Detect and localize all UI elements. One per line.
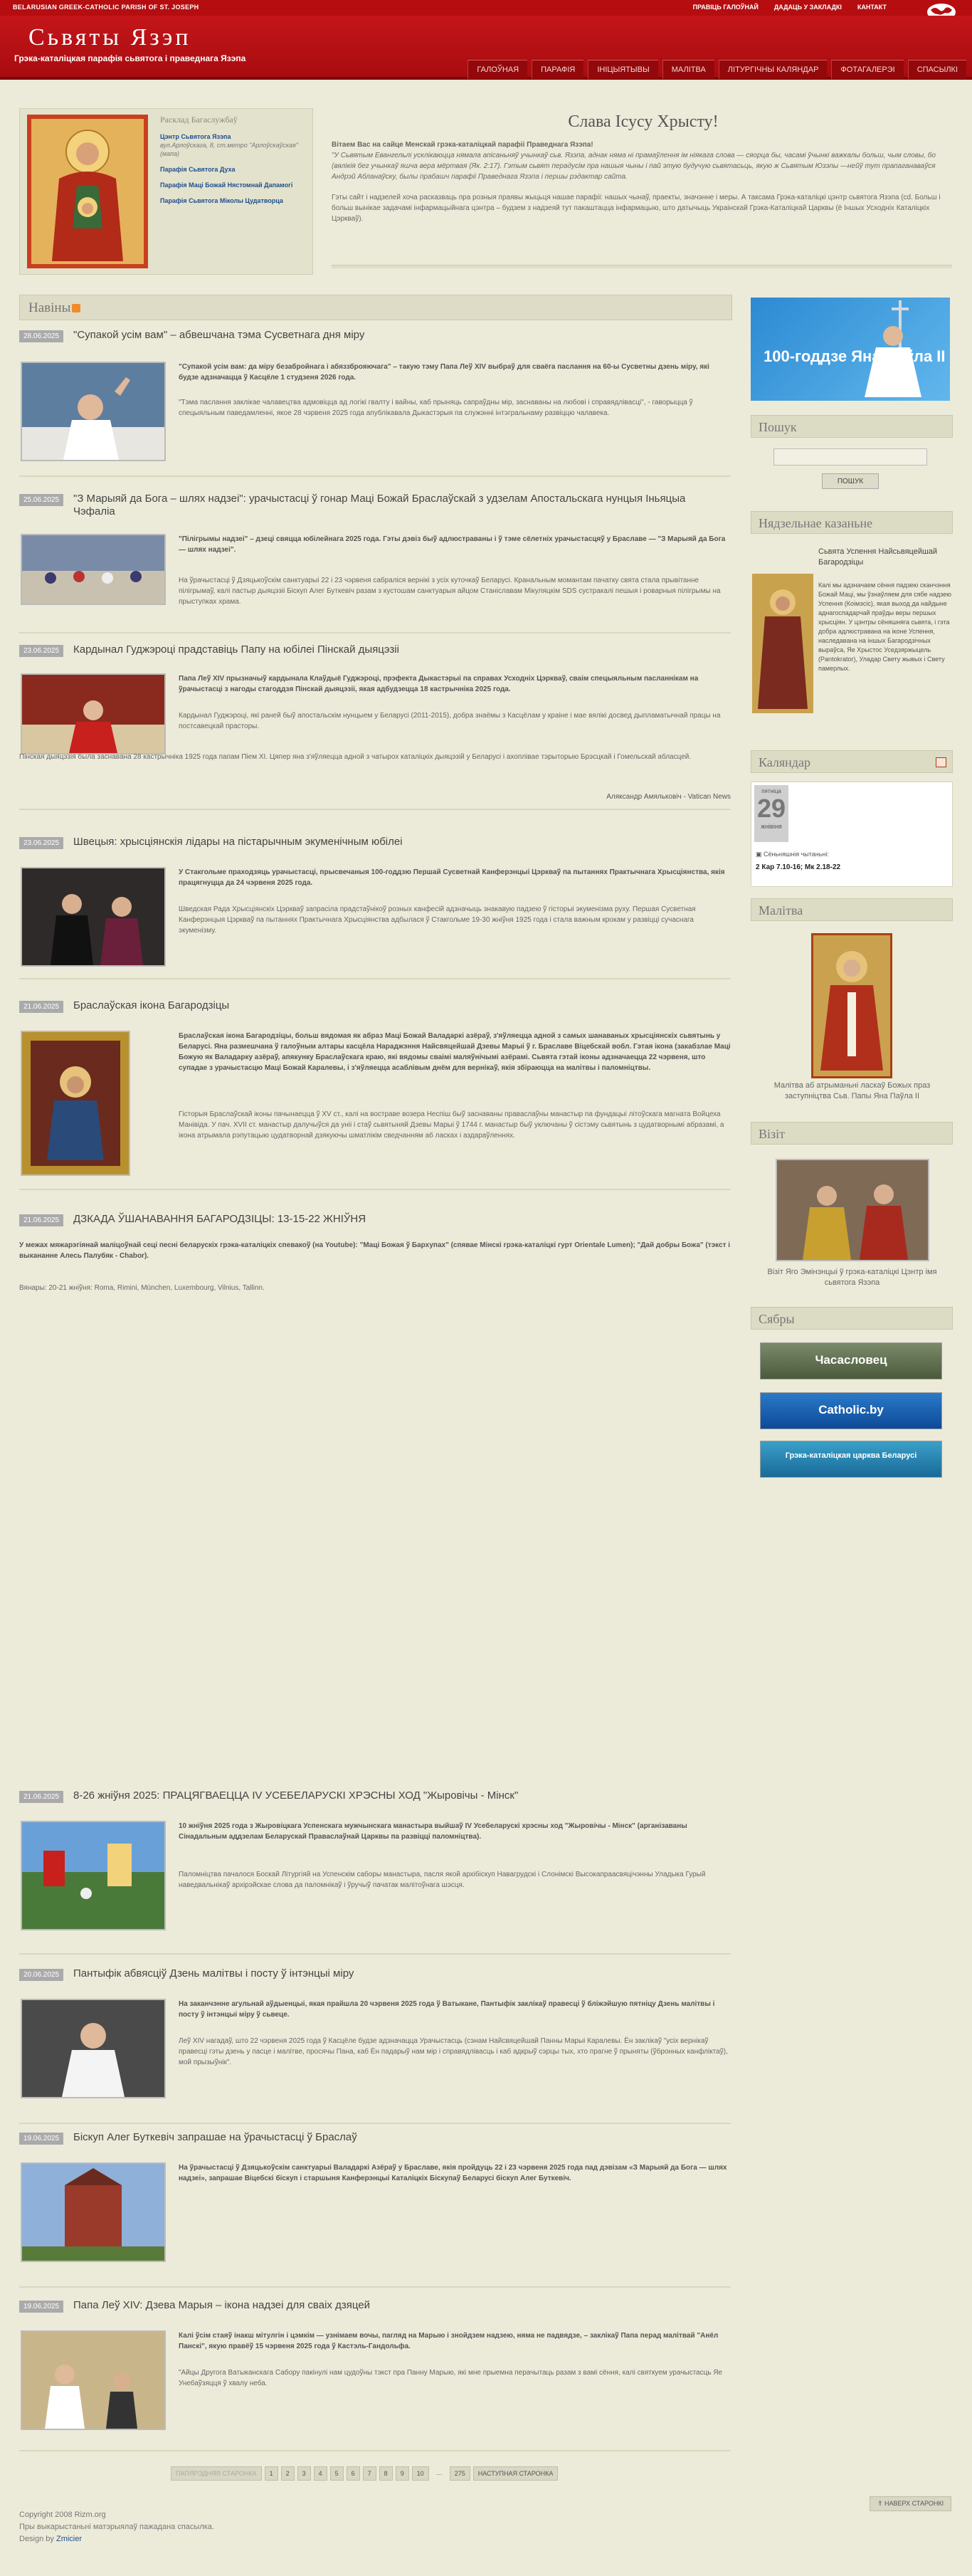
calendar-date (754, 785, 788, 842)
article-thumbnail[interactable] (21, 362, 166, 461)
readings-text[interactable]: 2 Кар 7.10-16; Мк 2.18-22 (756, 863, 841, 871)
john-paul-icon-image[interactable] (811, 933, 892, 1078)
news-article (19, 1969, 731, 2133)
article-title[interactable]: Кардынал Гуджэроці прадставіць Папу на юбілеі Пінскай дыяцэзіі (73, 643, 399, 656)
schedule-link-perpetual-help[interactable]: Парафія Маці Божай Нястомнай Дапамогі (160, 182, 293, 189)
visit-header (751, 1122, 953, 1145)
welcome-title: Слава Ісусу Хрысту! (568, 112, 719, 131)
news-article (19, 645, 731, 816)
divider (19, 809, 731, 810)
friends-heading: Сябры (759, 1312, 795, 1326)
friend-link-catholic-by[interactable] (760, 1392, 942, 1429)
nav-item-home[interactable]: ГАЛОЎНАЯ (467, 60, 527, 79)
site-subtitle: Грэка-каталіцкая парафія сьвятога і праведнага Язэпа (14, 53, 246, 63)
news-article (19, 1214, 731, 1328)
page-link[interactable]: 4 (314, 2466, 327, 2481)
designer-link[interactable]: Zmicier (56, 2535, 83, 2543)
article-date: 28.06.2025 (19, 330, 63, 342)
friend-label: Часасловец (815, 1353, 887, 1367)
visit-caption[interactable]: Візіт Яго Эмінэнцыі ў грэка-каталіцкі Цэнтр імя сьвятога Язэпа (767, 1268, 937, 1287)
article-date: 20.06.2025 (19, 1969, 63, 1981)
page-link[interactable]: 3 (297, 2466, 311, 2481)
site-footer (19, 2509, 214, 2545)
pagination (171, 2466, 558, 2481)
up-arrow-icon: ⇑ (877, 2500, 885, 2507)
article-title[interactable]: Папа Леў XIV: Дзева Марыя – ікона надзеі для сваіх дзяцей (73, 2299, 370, 2311)
brand-label: BELARUSIAN GREEK-CATHOLIC PARISH OF ST. JOSEPH (13, 4, 199, 11)
copyright: Copyright 2008 Rizm.org (19, 2511, 106, 2519)
schedule-link-st-nicholas[interactable]: Парафія Сьвятога Міколы Цудатворца (160, 197, 283, 204)
divider (19, 475, 731, 477)
article-lead: Браслаўская ікона Багародзіцы, больш вядомая як абраз Маці Божай Валадаркі азёраў, з'яўляецца адной з самых шанаваных хрысціянскіх сьвятынь у Беларусі. Яна размешчана ў галоўным алтары касцёла Нараджэння Найсвяцейшай Дзевы Марыі ў г. Браславе Віцебскай вобл. Гэтая ікона (закабзлае Маці Божую як Валадарку азёраў, апякунку Браслаўскага краю, які вядомы сваімі маляўнічымі азёрамі. Сьвята гэтай іконы адзначаецца 22 чэрвеня, што супадае з урачыстасцю Маці Божай Каралевы, і з'яўляецца асаблівым днём для вернікаў, якія збіраюцца на малітвы і паломніцтвы. (179, 1032, 731, 1072)
article-title[interactable]: Браслаўская ікона Багародзіцы (73, 999, 230, 1011)
news-article (19, 1001, 731, 1200)
search-header (751, 415, 953, 438)
page-link[interactable]: 1 (265, 2466, 278, 2481)
divider (19, 2286, 731, 2288)
divider (19, 2450, 731, 2451)
welcome-heading: Вітаем Вас на сайце Менскай грэка-каталіцкай парафіі Праведнага Язэпа! (332, 141, 593, 149)
article-thumbnail[interactable] (21, 534, 166, 605)
nav-item-parish[interactable]: ПАРАФІЯ (532, 60, 583, 79)
rss-icon[interactable] (72, 304, 80, 312)
readings-label-text: Сёньняшнія чытаньні: (764, 851, 829, 858)
news-article (19, 837, 731, 987)
prayer-heading: Малітва (759, 903, 803, 918)
top-link-bookmark[interactable]: ДАДАЦЬ У ЗАКЛАДКІ (773, 4, 842, 11)
news-heading: Навіны (28, 300, 71, 315)
design-credit (19, 2533, 214, 2545)
schedule-address: вул.Арлоўскага, 8, ст.метро "Арлоўскаўская" (мапа) (160, 142, 298, 157)
article-title[interactable]: 8-26 жніўня 2025: ПРАЦЯГВАЕЦЦА IV УСЕБЕЛАРУСКІ ХРЭСНЫ ХОД "Жыровічы - Мінск" (73, 1789, 519, 1802)
article-extra: Пінская дыяцэзія была заснавана 28 кастрычніка 1925 года папам Піем XI. Цяпер яна з'яўляецца адной з чатырох каталіцкіх дыяцэзій у Беларусі і ахоплівае тэрыторыю Брэсцкай і Гомельскай абласцей. (19, 753, 692, 761)
sermon-title[interactable]: Сьвята Успення Найсьвяцейшай Багародзіцы (818, 547, 938, 567)
sermon-heading: Нядзельнае казаньне (759, 516, 873, 530)
article-source: Аляксандр Амяльковіч - Vatican News (606, 793, 731, 801)
calendar-month: жнівіня (761, 823, 782, 830)
article-date: 23.06.2025 (19, 645, 63, 657)
article-thumbnail[interactable] (21, 2330, 166, 2430)
st-joseph-icon-image (27, 115, 148, 268)
welcome-text (332, 140, 952, 234)
friend-label: Грэка-каталіцкая царква Беларусі (785, 1451, 917, 1460)
friend-link-chasaslovec[interactable] (760, 1342, 942, 1379)
search-heading: Пошук (759, 420, 797, 434)
article-lead: Папа Леў XIV прызначыў кардынала Клаўдыё Гуджэроці, прэфекта Дыкастэрыі па справах Усходніх Цэркваў, сваім спецыяльным пасланнікам на ўрачыстасці з нагоды стагоддзя Пінскай дыяцэзіі, якая адбудзецца 18 кастрычніка 2025 года. (179, 675, 699, 693)
article-date: 25.06.2025 (19, 494, 63, 506)
nav-item-initiatives[interactable]: ІНІЦЫЯТЫВЫ (588, 60, 657, 79)
friend-label: Catholic.by (818, 1403, 884, 1416)
prayer-caption[interactable]: Малітва аб атрыманьні ласкаў Божых праз заступніцтва Сьв. Папы Яна Паўла ІІ (773, 1081, 931, 1100)
page-link[interactable]: 8 (379, 2466, 393, 2481)
article-body: Гісторыя Браслаўскай іконы пачынаецца ў XV ст., калі на востраве возера Неспіш быў заснаваны праваслаўны манастыр па фундацыі літоўскага магната Войцеха Манівіда. У пач. XVII ст. манастыр далучыўся да уніі і стаў сьвятыняй Дзевы Марыі ў 1744 г. манастыр быў уключаны ў сістэму сьвятынь з цудатворнымі абразамі, а ікона атрымала рэпутацыю цудатворнай дзякуючы шматлікім сведчанням аб ласках і аздараўленнях. (179, 1110, 724, 1140)
calendar-widget (751, 782, 953, 887)
visit-heading: Візіт (759, 1127, 785, 1141)
schedule-link-st-joseph[interactable]: Цэнтр Сьвятога Язэпа (160, 133, 231, 140)
nav-item-prayer[interactable]: МАЛІТВА (662, 60, 714, 79)
article-body: Кардынал Гуджэроці, які раней быў апостальскім нунцыем у Беларусі (2011-2015), добра знаёмы з Касцёлам у краіне і мае вялікі досвед дыпламатычнай працы на постсавецкай прасторы. (179, 712, 721, 730)
article-thumbnail[interactable] (21, 867, 166, 967)
site-title[interactable]: Сьвяты Язэп (28, 24, 191, 51)
schedule-link-holy-spirit[interactable]: Парафія Сьвятога Духа (160, 166, 236, 173)
nav-item-links[interactable]: СПАСЫЛКІ (908, 60, 966, 79)
visit-photo[interactable] (776, 1159, 929, 1261)
article-title[interactable]: Пантыфік абвясціў Дзень малітвы і посту ў інтэнцыі міру (73, 1967, 354, 1980)
calendar-icon[interactable] (936, 757, 946, 767)
article-title[interactable]: "Супакой усім вам" – абвешчана тэма Сусветнага дня міру (73, 329, 365, 341)
top-links (693, 4, 887, 11)
divider (19, 2123, 731, 2124)
page-link[interactable]: 10 (412, 2466, 429, 2481)
article-title[interactable]: "З Марыяй да Бога – шлях надзеі": урачыстасці ў гонар Маці Божай Браслаўскай з удзелам Апостальскага нунцыя Іньяцыа Чэфаліа (73, 493, 686, 517)
john-paul-banner[interactable] (751, 298, 950, 401)
prev-page-button: ПАПЯРЭДНЯЯ СТАРОНКА (171, 2466, 262, 2481)
back-to-top-label: НАВЕРХ СТАРОНКІ (884, 2500, 944, 2507)
friend-link-greek-catholic[interactable] (760, 1441, 942, 1478)
search-input[interactable] (773, 448, 927, 466)
article-title[interactable]: ДЗКАДА ЎШАНАВАННЯ БАГАРОДЗІЦЫ: 13-15-22 ЖНІЎНЯ (73, 1213, 366, 1225)
article-lead: Калі ўсім стаяў інакш мітулгін і цэмкім — узнімаем вочы, пагляд на Марыю і знойдзем надзею, няма не падвядзе, – заклікаў Папа перад малітвай "Анёл Панскі", якую правёў 15 чэрвеня 2025 года ў Кастэль-Гандольфа. (179, 2332, 719, 2350)
article-lead: На заканчэнне агульнай аўдыенцыі, якая прайшла 20 чэрвеня 2025 года ў Ватыкане, Пантыфік заклікаў правесці ў бліжэйшую пятніцу Дзень малітвы і посту ў інтэнцыі міру ў сьвеце. (179, 2000, 715, 2019)
article-thumbnail[interactable] (21, 1999, 166, 2098)
article-date: 23.06.2025 (19, 837, 63, 849)
dormition-icon-image[interactable] (752, 574, 813, 713)
article-body: Леў XIV нагадаў, што 22 чэрвеня 2025 года ў Касцёле будзе адзначацца Урачыстасць (сэнам Найсвяцейшай Панны Марыі Каралевы. Ён заклікаў "усіх вернікаў правесці гэты дзень у пасце і малітве, просячы Пана, каб Ён падарыў нам мір і справядлівасць і каб адкрыў сэрцы тых, хто прагне ў прыняты (ўбронных канфліктаў), мой прызыўнік". (179, 2037, 728, 2066)
article-thumbnail[interactable] (21, 1821, 166, 1930)
divider (19, 1189, 731, 1190)
nav-item-calendar[interactable]: ЛІТУРГІЧНЫ КАЛЯНДАР (719, 60, 828, 79)
article-lead: "Супакой усім вам: да міру безабройнага і абяззброяючага" – такую тэму Папа Леў XIV выбраў для сваёга паслання на 60-ы Сусветны дзень міру, які будзе адзначацца ў Касцёле 1 студзеня 2026 года. (179, 363, 709, 382)
article-thumbnail[interactable] (21, 673, 166, 755)
footer-note: Пры выкарыстаньні матэрыялаў пажадана спасылка. (19, 2523, 214, 2531)
page-link[interactable]: 9 (396, 2466, 409, 2481)
page-link[interactable]: 2 (281, 2466, 295, 2481)
article-body: "Айцы Другога Ватыканскага Сабору пакінулі нам цудоўны тэкст пра Панну Марыю, які мне прыемна перачытаць разам з вамі сёння, калі святкуем урачыстасць Яе Унебаўзяцця ў хвалу неба. (179, 2369, 723, 2387)
news-article (19, 2301, 731, 2457)
page-link[interactable]: 6 (347, 2466, 360, 2481)
article-body: Шведская Рада Хрысціянскіх Цэркваў запрасіла прадстаўнікоў розных канфесій адзначыць знакавую падзею ў гісторыі экуменізма руху. Першая Сусветная Канферэнцыя Цэркваў па пытаннях Практычнага Хрысціянства адбылася ў Стакгольме 19-30 жніўня 1925 года і стала важным крокам у развіцці сучаснага экуменізму. (179, 905, 696, 935)
news-article (19, 1791, 731, 1962)
sermon-header (751, 511, 953, 534)
page-link[interactable]: 5 (330, 2466, 344, 2481)
divider (19, 978, 731, 979)
divider (332, 265, 952, 268)
article-lead: У межах мяжарэгіянай маліцоўнай сеці песні беларускіх грэка-каталіцкіх спевакоў (на Youtube): "Маці Божая ў Бархупах" (спявае Мінскі грэка-каталіцкі гурт Orientale Lumen); "Дай добры Божа" (тэкст і выкананне Алесь Палубяк - Chabor). (19, 1241, 731, 1260)
article-title[interactable]: Швецыя: хрысціянскія лідары на пістарычным экуменічным юбілеі (73, 836, 403, 848)
calendar-day: 29 (756, 794, 786, 823)
article-body: На ўрачыстасці ў Дзяцькоўскім санктуарыі 22 і 23 чэрвеня сабраліся вернікі з усіх куточкаў Беларусі. Кранальным момантам пачатку свята стала прывітанне пілігрымаў, калі пастыр дыяцэзіі Біскуп Алег Буткевіч разам з кустошам санктуарыя айцом Станіславам Мікуляцкім SDS сустракалі пешыя і роварныя пілігрымы на прыступках храма. (179, 577, 721, 606)
article-date: 19.06.2025 (19, 2133, 63, 2145)
news-article (19, 2133, 731, 2296)
search-button[interactable]: ПОШУК (822, 473, 879, 489)
design-label: Design by (19, 2535, 54, 2543)
sermon-text: Калі мы адзначаем сёння падзею сканчэння Божай Маці, мы ўзнаўляем для сябе надзею Успення (Коімэсіс), якая выход да найдыне аднагоспадарчай праўды веры першых хрысціян. У цэнтры сёняшняга сьвята, і гэта добра адлюстравана на іконе Успення, наследавана на іншых Багародзічных выраўса, Яе Хрыстос Уседзяржыцель (Pantokrator), Уладар Свету жывых і Свету памерлых. (818, 582, 952, 672)
bullet-icon: ▣ (756, 851, 764, 858)
top-bar (0, 0, 972, 16)
back-to-top-button[interactable] (870, 2496, 951, 2511)
page-link-last[interactable]: 275 (450, 2466, 470, 2481)
article-date: 21.06.2025 (19, 1214, 63, 1226)
news-article (19, 494, 731, 643)
article-body: "Тэма паслання заклікае чалавецтва адмовіцца ад логікі гвалту і вайны, каб прыняць сапраўдны мір, заснаваны на любові і справядлівасці", - гаворыцца ў спецыяльным паведамленні, якое 28 чэрвеня 2025 года апублікавала Дыкастэрыя па служэнні інтэгральнаму развіццю чалавека. (179, 399, 693, 417)
site-header (0, 16, 972, 80)
article-date: 21.06.2025 (19, 1791, 63, 1803)
nav-item-gallery[interactable]: ФОТАГАЛЕРЭІ (831, 60, 903, 79)
article-date: 19.06.2025 (19, 2301, 63, 2313)
next-page-button[interactable]: НАСТУПНАЯ СТАРОНКА (473, 2466, 559, 2481)
calendar-heading: Каляндар (759, 755, 810, 769)
welcome-body: Гэты сайт і надзелей хоча расказваць пра розныя праявы жыцьця нашае парафіі: нашых чынаў, праекты, значэнне і меры. А таксама Грэка-каталіцкі цэнтр сьвятога Язэпа (cd. Больш і больш вынікае задачамі інфармацыйнага цэнтра – будзем з надзеяй тут пакаштацца інфармацыю, што датычыць Украінскай Грэка-Каталіцкай Царквы (ё Іншых Усходніх Каталіцкіх Цэркваў). (332, 194, 941, 223)
article-lead: У Стакгольме праходзяць урачыстасці, прысвечаныя 100-годдзю Першай Сусветнай Канферэнцыі Цэркваў па пытаннях Практычнага Хрысціянства, якія працягнуцца да 24 чэрвеня 2025 года. (179, 868, 725, 887)
banner-text: 100-годдзе Яна Паўла ІІ (764, 347, 946, 365)
calendar-weekday: пятніца (761, 788, 781, 794)
top-link-contact[interactable]: КАНТАКТ (857, 4, 887, 11)
divider (19, 632, 731, 634)
news-article (19, 330, 731, 480)
schedule-label: Расклад Багаслужбаў (160, 115, 238, 125)
readings-label (756, 851, 829, 858)
welcome-quote: "У Сьвятым Евангельлі усклікаюцца нямала апісаньняў учынкаў сьв. Язэпа, аднак няма ні прамаўлення ім ніякага слова — сяорца бы, часамі ўчынкі важкалы больш, чым словы, бо (вялікія бег учынкаў яшча вера мёртвая (Як. 2:17). Гэтым сьвят перадусім пра нашыя чыны і пай этую будучую сьвятасьць, якую ж Сьвятым Юзэпы —нейў тут прапаганаваўся Андрэй Абланаўску, былы прабашч парафіі Праведнага Язэпа і першы рэдактар сайта. (332, 152, 936, 181)
friends-header (751, 1307, 953, 1330)
article-body: Вянары: 20-21 жніўня: Roma, Rimini, München, Luxembourg, Vilnius, Tallinn. (19, 1284, 265, 1292)
divider (19, 1953, 731, 1955)
calendar-header (751, 750, 953, 773)
news-header (19, 295, 732, 320)
main-nav (467, 60, 966, 79)
page-ellipsis: … (435, 2469, 443, 2476)
article-lead: 10 жніўня 2025 года з Жыровіцкага Успенскага мужчынскага манастыра выйшаў IV Усебеларускі хрэсны ход "Жыровічы - Мінск" (арганізаваны Сінадальным аддзелам Беларускай Праваслаўнай Царквы па развіцці паломніцтва). (179, 1822, 687, 1841)
article-thumbnail[interactable] (21, 2162, 166, 2262)
top-link-home[interactable]: ПРАВІЦЬ ГАЛОЎНАЙ (692, 4, 759, 11)
prayer-header (751, 898, 953, 921)
article-thumbnail[interactable] (21, 1031, 130, 1176)
schedule-box (19, 108, 313, 275)
article-body: Паломніцтва пачалося Боскай Літургіяй на Успенскім саборы манастыра, пасля якой архібіскуп Навагрудскі і Слонімскі Высокапраасвяцічэнны Уладыка Гурый наведвальнікаў архірэйскае слова да паломнікаў і ўручыў пачатак малітоўнага шэсця. (179, 1871, 706, 1889)
page-link[interactable]: 7 (363, 2466, 376, 2481)
article-lead: "Пілігрымы надзеі" – дзеці свяцца юбілейнага 2025 года. Гэты дэвіз быў адлюстраваны і ў тэме сёлетніх урачыстасцяў у Браславе — "З Марыяй да Бога — шлях надзеі". (179, 535, 726, 554)
article-lead: На ўрачыстасці ў Дзяцькоўскім санктуарыі Валадаркі Азёраў у Браславе, якія пройдуць 22 і 23 чэрвеня 2025 года пад дэвізам «З Марыяй да Бога — шлях надзеі», запрашае Віцебскі біскуп і старшыня Канферэнцыі Каталіцкіх Біскупаў Беларусі біскуп Алег Буткевіч. (179, 2164, 727, 2182)
schedule-links (160, 115, 306, 205)
article-title[interactable]: Біскуп Алег Буткевіч запрашае на ўрачыстасці ў Браслаў (73, 2131, 357, 2143)
article-date: 21.06.2025 (19, 1001, 63, 1013)
